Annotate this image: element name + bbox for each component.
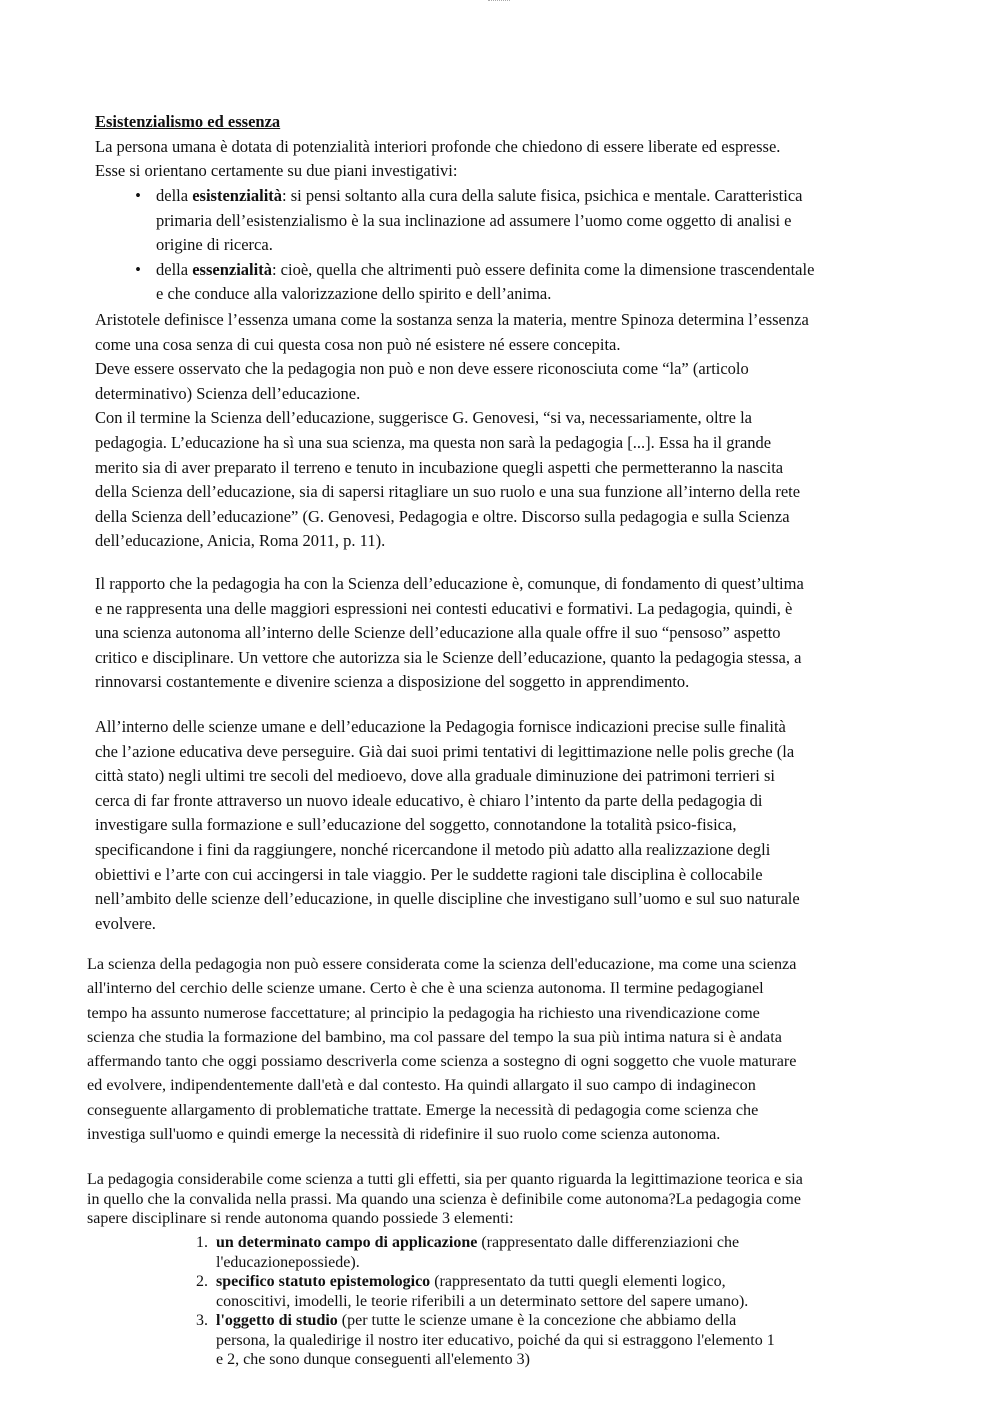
- paragraph-line: merito sia di aver preparato il terreno e tenuto in incubazione quegli aspetti che permetteranno la nascita: [95, 457, 784, 477]
- item-text: (rappresentato dalle differenziazioni che: [477, 1234, 740, 1251]
- paragraph-2: [95, 572, 804, 695]
- paragraph-line: e ne rappresenta una delle maggiori espressioni nei contesti educativi e formativi. La pedagogia, quindi, è: [95, 598, 793, 618]
- paragraph-line: rinnovarsi costantemente e divenire scienza a disposizione del soggetto in apprendimento.: [95, 672, 690, 692]
- paragraph-line: La pedagogia considerabile come scienza a tutti gli effetti, sia per quanto riguarda la legittimazione teorica e sia: [87, 1171, 803, 1188]
- paragraph-line: obiettivi e l’arte con cui accingersi in tale viaggio. Per le suddette ragioni tale disciplina è collocabile: [95, 864, 763, 884]
- section-top: [95, 110, 780, 184]
- paragraph-line: sapere disciplinare si rende autonoma quando possiede 3 elementi:: [87, 1210, 514, 1227]
- paragraph-line: Deve essere osservato che la pedagogia non può e non deve essere riconosciuta come “la” (articolo: [95, 359, 749, 379]
- paragraph-1: [95, 308, 809, 554]
- bullet-icon: •: [135, 259, 141, 279]
- bullet-icon: •: [135, 186, 141, 205]
- item-term: specifico statuto epistemologico: [216, 1273, 431, 1290]
- bullet-item: [135, 184, 814, 258]
- bullet-term: esistenzialità: [192, 186, 283, 205]
- paragraph-line: investiga sull'uomo e quindi emerge la necessità di ridefinire il suo ruolo come scienza autonoma.: [87, 1125, 721, 1144]
- item-number: 1.: [196, 1234, 208, 1251]
- paragraph-line: investigare sulla formazione e sull’educazione del soggetto, connotandone la totalità psico-fisica,: [95, 815, 737, 835]
- paragraph-line: tempo ha assunto numerose faccettature; al principio la pedagogia ha richiesto una rivendicazione come: [87, 1003, 760, 1022]
- item-text: (rappresentato da tutti quegli elementi logico,: [430, 1273, 726, 1290]
- paragraph-line: all'interno del cerchio delle scienze umane. Certo è che è una scienza autonoma. Il termine pedagogianel: [87, 979, 764, 998]
- numbered-item: [196, 1311, 775, 1370]
- paragraph-line: nell’ambito delle scienze dell’educazione, in quelle discipline che investigano sull’uomo e sul suo naturale: [95, 889, 800, 909]
- paragraph-line: conseguente allargamento di problematiche trattate. Emerge la necessità di pedagogia come scienza che: [87, 1100, 759, 1119]
- paragraph-line: affermando tanto che oggi possiamo descriverla come scienza a sostegno di ogni soggetto che vuole maturare: [87, 1052, 797, 1071]
- bullet-text: : cioè, quella che altrimenti può essere definita come la dimensione trascendentale: [271, 259, 815, 279]
- bullet-text: origine di ricerca.: [156, 235, 273, 255]
- paragraph-line: scienza che studia la formazione del bambino, ma col passare del tempo la sua più intima natura si è andata: [87, 1027, 782, 1046]
- bullet-text: e che conduce alla valorizzazione dello spirito e dell’anima.: [156, 284, 552, 304]
- item-text: e 2, che sono dunque conseguenti all'elemento 3): [216, 1351, 530, 1368]
- item-text: (per tutte le scienze umane è la concezione che abbiamo della: [337, 1312, 737, 1329]
- paragraph-line: critico e disciplinare. Un vettore che autorizza sia le Scienze dell’educazione, quanto la pedagogia stessa, a: [95, 647, 802, 667]
- item-text: persona, la qualedirige il nostro iter educativo, poiché da qui si estraggono l'elemento 1: [216, 1331, 775, 1349]
- paragraph-line: Con il termine la Scienza dell’educazione, suggerisce G. Genovesi, “si va, necessariamente, oltre la: [95, 408, 752, 428]
- item-text: conoscitivi, imodelli, le teorie riferibili a un determinato settore del sapere umano).: [216, 1292, 749, 1310]
- numbered-item: [196, 1272, 775, 1311]
- paragraph-3: [95, 715, 800, 936]
- paragraph-line: una scienza autonoma all’interno delle Scienze dell’educazione alla quale offre il suo “pensoso” aspetto: [95, 623, 781, 643]
- paragraph-line: come una cosa senza di cui questa cosa non può né esistere né essere concepita.: [95, 334, 621, 354]
- paragraph-line: in quello che la convalida nella prassi. Ma quando una scienza è definibile come autonoma?La pedagogia come: [87, 1190, 801, 1208]
- paragraph-line: All’interno delle scienze umane e dell’educazione la Pedagogia fornisce indicazioni precise sulle finalità: [95, 717, 786, 736]
- paragraph-line: della Scienza dell’educazione” (G. Genovesi, Pedagogia e oltre. Discorso sulla pedagogia e sulla Scienza: [95, 506, 790, 526]
- bullet-list: [135, 184, 815, 307]
- item-number: 3.: [196, 1312, 208, 1329]
- intro-line: Esse si orientano certamente su due piani investigativi:: [95, 161, 458, 181]
- paragraph-line: determinativo) Scienza dell’educazione.: [95, 383, 361, 403]
- paragraph-line: che l’azione educativa deve perseguire. Già dai suoi primi tentativi di legittimazione nelle polis greche (la: [95, 741, 795, 761]
- intro-line: La persona umana è dotata di potenzialità interiori profonde che chiedono di essere liberate ed espresse.: [95, 136, 781, 156]
- bullet-prefix: della: [156, 186, 193, 205]
- bullet-text: primaria dell’esistenzialismo è la sua inclinazione ad assumere l’uomo come oggetto di analisi e: [156, 210, 792, 230]
- paragraph-line: dell’educazione, Anicia, Roma 2011, p. 11).: [95, 531, 386, 551]
- section-heading: Esistenzialismo ed essenza: [95, 112, 281, 131]
- numbered-list: [196, 1233, 775, 1370]
- paragraph-line: della Scienza dell’educazione, sia di sapersi ritagliare un suo ruolo e una sua funzione all’interno della rete: [95, 482, 801, 502]
- paragraph-line: città stato) negli ultimi tre secoli del medioevo, dove alla graduale diminuzione dei patrimoni terrieri si: [95, 766, 775, 786]
- bullet-item: [135, 258, 815, 307]
- paragraph-line: Il rapporto che la pedagogia ha con la Scienza dell’educazione è, comunque, di fondamento di quest’ultima: [95, 574, 804, 593]
- item-text: l'educazionepossiede).: [216, 1253, 360, 1271]
- bullet-term: essenzialità: [192, 259, 272, 279]
- paragraph-line: cerca di far fronte attraverso un nuovo ideale educativo, è chiaro l’intento da parte della pedagogia di: [95, 790, 763, 810]
- bullet-text: : si pensi soltanto alla cura della salute fisica, psichica e mentale. Caratteristica: [282, 186, 803, 205]
- paragraph-line: pedagogia. L’educazione ha sì una sua scienza, ma questa non sarà la pedagogia [...]. Essa ha il grande: [95, 432, 772, 452]
- paragraph-line: Aristotele definisce l’essenza umana come la sostanza senza la materia, mentre Spinoza determina l’essenza: [95, 310, 809, 329]
- paragraph-line: ed evolvere, indipendentemente dall'età e dal contesto. Ha quindi allargato il suo campo di indaginecon: [87, 1076, 756, 1095]
- item-term: un determinato campo di applicazione: [216, 1234, 478, 1251]
- numbered-item: [196, 1233, 775, 1272]
- item-term: l'oggetto di studio: [216, 1312, 338, 1329]
- paragraph-line: La scienza della pedagogia non può essere considerata come la scienza dell'educazione, ma come una scienza: [87, 955, 797, 973]
- paragraph-5: [87, 1170, 803, 1229]
- paragraph-line: specificandone i fini da raggiungere, nonché ricercandone il metodo più adatto alla realizzazione degli: [95, 839, 771, 859]
- item-number: 2.: [196, 1273, 208, 1290]
- paragraph-4: [87, 952, 796, 1146]
- paragraph-line: evolvere.: [95, 913, 156, 933]
- page-header-mark: [488, 0, 510, 4]
- bullet-prefix: della: [156, 259, 193, 279]
